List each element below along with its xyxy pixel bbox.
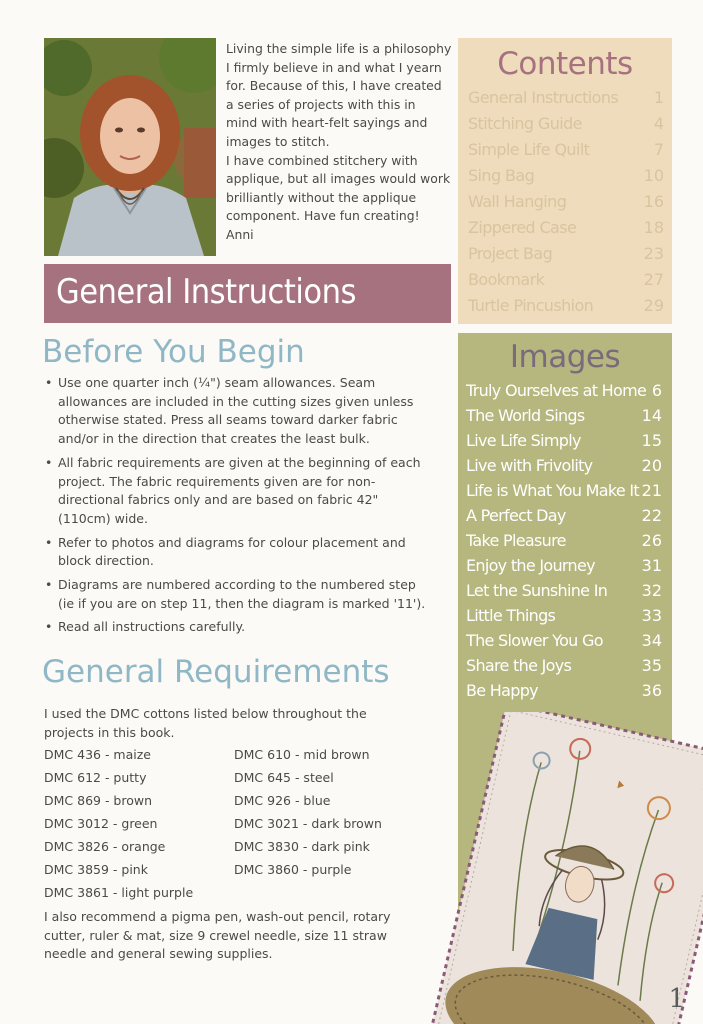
instruction-item xyxy=(44,618,444,637)
dmc-item: DMC 610 - mid brown xyxy=(234,747,370,762)
bullet-line: Read all instructions carefully. xyxy=(58,619,246,635)
images-item-label: Share the Joys xyxy=(466,656,572,675)
contents-item[interactable] xyxy=(468,140,664,166)
dmc-item: DMC 3861 - light purple xyxy=(44,885,194,900)
instruction-item xyxy=(44,454,444,529)
dmc-item: DMC 3859 - pink xyxy=(44,862,148,877)
intro-line: Living the simple life is a philosophy xyxy=(226,41,452,56)
general-instructions-banner xyxy=(44,264,451,323)
intro-line: I have combined stitchery with xyxy=(226,152,418,168)
bullet-line: Diagrams are numbered according to the numbered step xyxy=(58,577,416,593)
images-item[interactable] xyxy=(466,406,662,431)
intro-line: a series of projects with this in xyxy=(226,96,416,112)
contents-item-page: 18 xyxy=(643,218,664,237)
general-instructions-title: General Instructions xyxy=(56,272,356,312)
images-item-page: 15 xyxy=(641,431,662,450)
images-item[interactable] xyxy=(466,581,662,606)
contents-item[interactable] xyxy=(468,296,664,322)
intro-line: component. Have fun creating! xyxy=(226,208,420,224)
instruction-list xyxy=(44,374,444,642)
contents-item-label: General Instructions xyxy=(468,88,619,107)
intro-line: I firmly believe in and what I yearn xyxy=(226,59,442,75)
bullet-line: Refer to photos and diagrams for colour placement and xyxy=(58,534,406,550)
bullet-line: All fabric requirements are given at the beginning of each xyxy=(58,454,421,470)
contents-item-page: 4 xyxy=(653,114,664,133)
images-item-label: Be Happy xyxy=(466,681,538,700)
before-you-begin-heading: Before You Begin xyxy=(42,334,305,370)
images-item-page: 6 xyxy=(651,381,662,400)
images-item-page: 20 xyxy=(641,456,662,475)
images-item-label: Life is What You Make It xyxy=(466,481,640,500)
instruction-item xyxy=(44,374,444,449)
intro-line: for. Because of this, I have created xyxy=(226,78,442,94)
images-item-label: Little Things xyxy=(466,606,556,625)
contents-item-label: Simple Life Quilt xyxy=(468,140,590,159)
contents-item[interactable] xyxy=(468,244,664,270)
dmc-item: DMC 3012 - green xyxy=(44,816,158,831)
images-item-page: 32 xyxy=(641,581,662,600)
requirements-intro-line: I used the DMC cottons listed below throughout the xyxy=(44,706,367,721)
instruction-item xyxy=(44,576,444,613)
images-item[interactable] xyxy=(466,506,662,531)
bullet-line: block direction. xyxy=(58,553,154,569)
intro-line: applique, but all images would work xyxy=(226,171,451,187)
contents-panel xyxy=(458,38,672,324)
contents-item-label: Wall Hanging xyxy=(468,192,567,211)
contents-item-label: Turtle Pincushion xyxy=(468,296,594,315)
images-item[interactable] xyxy=(466,556,662,581)
contents-item-page: 27 xyxy=(643,270,664,289)
bullet-line: directional fabrics only and are based on fabric 42" xyxy=(58,492,379,508)
images-item-page: 22 xyxy=(641,506,662,525)
dmc-item: DMC 926 - blue xyxy=(234,793,331,808)
intro-line: images to stitch. xyxy=(226,133,330,149)
images-item-page: 35 xyxy=(641,656,662,675)
images-item-label: A Perfect Day xyxy=(466,506,566,525)
stitchery-image xyxy=(410,712,703,1024)
contents-item-page: 16 xyxy=(643,192,664,211)
bullet-line: (ie if you are on step 11, then the diagram is marked '11'). xyxy=(58,595,426,611)
requirements-intro xyxy=(44,705,444,742)
bullet-line: (110cm) wide. xyxy=(58,510,148,526)
dmc-item: DMC 612 - putty xyxy=(44,770,147,785)
contents-item-label: Project Bag xyxy=(468,244,553,263)
contents-item[interactable] xyxy=(468,114,664,140)
dmc-item: DMC 869 - brown xyxy=(44,793,153,808)
images-item-label: Let the Sunshine In xyxy=(466,581,608,600)
images-item[interactable] xyxy=(466,656,662,681)
intro-line: brilliantly without the applique xyxy=(226,189,417,205)
images-item-page: 26 xyxy=(641,531,662,550)
intro-line: mind with heart-felt sayings and xyxy=(226,115,428,131)
images-item-page: 31 xyxy=(641,556,662,575)
instruction-item xyxy=(44,534,444,571)
contents-title: Contents xyxy=(497,46,633,82)
contents-item[interactable] xyxy=(468,270,664,296)
contents-item-label: Bookmark xyxy=(468,270,545,289)
dmc-item: DMC 3830 - dark pink xyxy=(234,839,370,854)
images-item-page: 34 xyxy=(641,631,662,650)
images-item[interactable] xyxy=(466,481,662,506)
images-item-page: 33 xyxy=(641,606,662,625)
images-item[interactable] xyxy=(466,431,662,456)
contents-item-label: Sing Bag xyxy=(468,166,535,185)
author-photo xyxy=(44,38,216,256)
images-item-page: 36 xyxy=(641,681,662,700)
bullet-line: Use one quarter inch (¼") seam allowances. Seam xyxy=(58,375,376,390)
general-requirements-heading: General Requirements xyxy=(42,654,390,690)
contents-item-label: Zippered Case xyxy=(468,218,577,237)
images-item[interactable] xyxy=(466,381,662,406)
intro-signature: Anni xyxy=(226,226,254,242)
requirements-outro-line: needle and general sewing supplies. xyxy=(44,946,273,962)
contents-item-page: 1 xyxy=(653,88,664,107)
bullet-line: otherwise stated. Press all seams toward darker fabric xyxy=(58,412,398,428)
bullet-line: project. The fabric requirements given are for non- xyxy=(58,473,376,489)
contents-item-label: Stitching Guide xyxy=(468,114,582,133)
images-item-label: Enjoy the Journey xyxy=(466,556,595,575)
images-item-label: Live Life Simply xyxy=(466,431,581,450)
images-item-page: 14 xyxy=(641,406,662,425)
requirements-outro-line: cutter, ruler & mat, size 9 crewel needle, size 11 straw xyxy=(44,927,387,943)
contents-item[interactable] xyxy=(468,88,664,114)
contents-item-page: 7 xyxy=(653,140,664,159)
contents-item-page: 10 xyxy=(643,166,664,185)
contents-item-page: 29 xyxy=(643,296,664,315)
page-number: 1 xyxy=(668,984,685,1014)
contents-item[interactable] xyxy=(468,218,664,244)
images-item-label: The World Sings xyxy=(466,406,585,425)
dmc-item: DMC 3826 - orange xyxy=(44,839,166,854)
images-item-page: 21 xyxy=(641,481,662,500)
intro-text xyxy=(226,40,456,245)
dmc-item: DMC 3021 - dark brown xyxy=(234,816,382,831)
images-item[interactable] xyxy=(466,631,662,656)
contents-item[interactable] xyxy=(468,192,664,218)
images-title: Images xyxy=(509,339,621,375)
images-item[interactable] xyxy=(466,456,662,481)
bullet-line: allowances are included in the cutting sizes given unless xyxy=(58,393,414,409)
dmc-item: DMC 436 - maize xyxy=(44,747,151,762)
images-item-label: Truly Ourselves at Home xyxy=(466,381,647,400)
images-item-label: Take Pleasure xyxy=(466,531,566,550)
contents-item-page: 23 xyxy=(643,244,664,263)
dmc-item: DMC 3860 - purple xyxy=(234,862,352,877)
images-item-label: The Slower You Go xyxy=(466,631,603,650)
images-item[interactable] xyxy=(466,606,662,631)
dmc-item: DMC 645 - steel xyxy=(234,770,334,785)
bullet-line: and/or in the direction that creates the least bulk. xyxy=(58,431,370,447)
images-item-label: Live with Frivolity xyxy=(466,456,593,475)
contents-item[interactable] xyxy=(468,166,664,192)
images-item[interactable] xyxy=(466,531,662,556)
requirements-intro-line: projects in this book. xyxy=(44,724,175,740)
images-item[interactable] xyxy=(466,681,662,706)
requirements-outro xyxy=(44,908,434,964)
requirements-outro-line: I also recommend a pigma pen, wash-out pencil, rotary xyxy=(44,909,391,924)
